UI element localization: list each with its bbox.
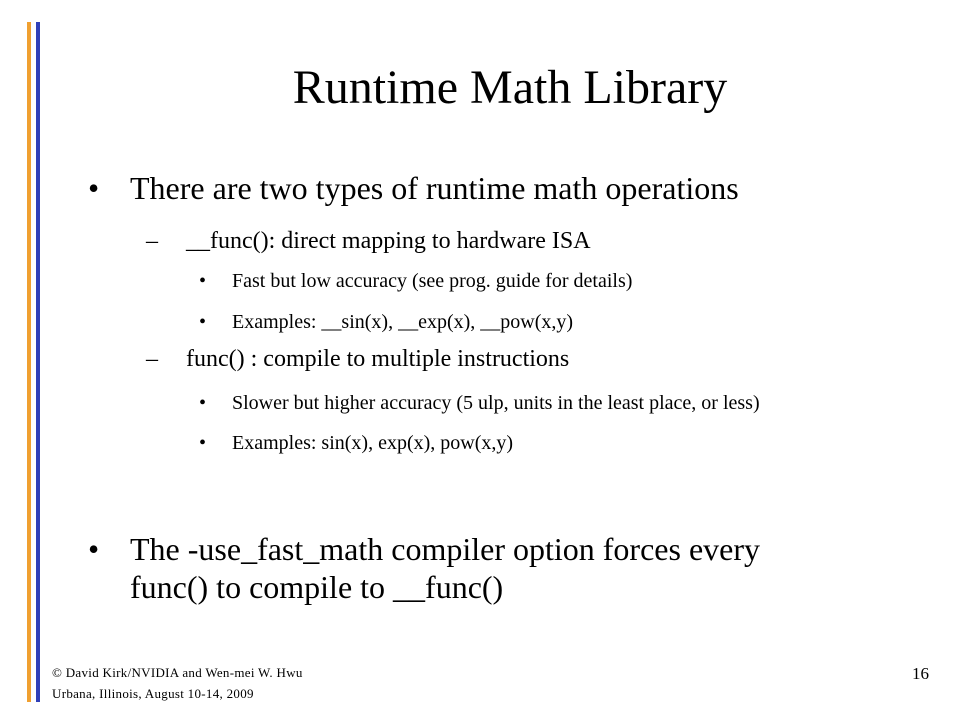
bullet-text: The -use_fast_math compiler option forces every xyxy=(130,531,760,567)
footer-location: Urbana, Illinois, August 10-14, 2009 xyxy=(52,686,254,701)
decor-bar-blue xyxy=(36,22,40,702)
bullet-marker: • xyxy=(199,392,207,414)
bullet-marker: • xyxy=(88,170,100,206)
decor-bar-orange xyxy=(27,22,31,702)
sub-sub-bullet-examples-intrinsic xyxy=(199,309,574,335)
sub-sub-bullet-examples-func xyxy=(199,430,514,456)
bullet-marker: • xyxy=(199,311,207,333)
footer-credits xyxy=(52,662,303,704)
slide-title: Runtime Math Library xyxy=(292,61,728,114)
sub-bullet-text: func() : compile to multiple instructions xyxy=(186,346,570,372)
bullet-fast-math-option xyxy=(88,530,760,568)
bullet-marker: • xyxy=(199,432,207,454)
sub-sub-bullet-text: Examples: __sin(x), __exp(x), __pow(x,y) xyxy=(232,311,574,333)
dash-marker: – xyxy=(146,228,158,254)
sub-bullet-intrinsic-func xyxy=(146,226,591,256)
bullet-text: func() to compile to __func() xyxy=(130,569,504,605)
sub-bullet-text: __func(): direct mapping to hardware ISA xyxy=(186,228,591,254)
sub-sub-bullet-fast xyxy=(199,268,633,294)
bullet-runtime-ops xyxy=(88,169,739,207)
bullet-marker: • xyxy=(199,270,207,292)
bullet-fast-math-continuation xyxy=(130,568,503,606)
sub-bullet-func xyxy=(146,344,570,374)
page-number: 16 xyxy=(912,664,929,683)
sub-sub-bullet-text: Examples: sin(x), exp(x), pow(x,y) xyxy=(232,432,514,454)
bullet-marker: • xyxy=(88,531,100,567)
sub-sub-bullet-text: Fast but low accuracy (see prog. guide for details) xyxy=(232,270,633,292)
dash-marker: – xyxy=(146,346,158,372)
sub-sub-bullet-text: Slower but higher accuracy (5 ulp, units in the least place, or less) xyxy=(232,392,760,414)
sub-sub-bullet-slower xyxy=(199,390,760,416)
footer-copyright: © David Kirk/NVIDIA and Wen-mei W. Hwu xyxy=(52,665,303,680)
bullet-text: There are two types of runtime math operations xyxy=(130,170,739,206)
